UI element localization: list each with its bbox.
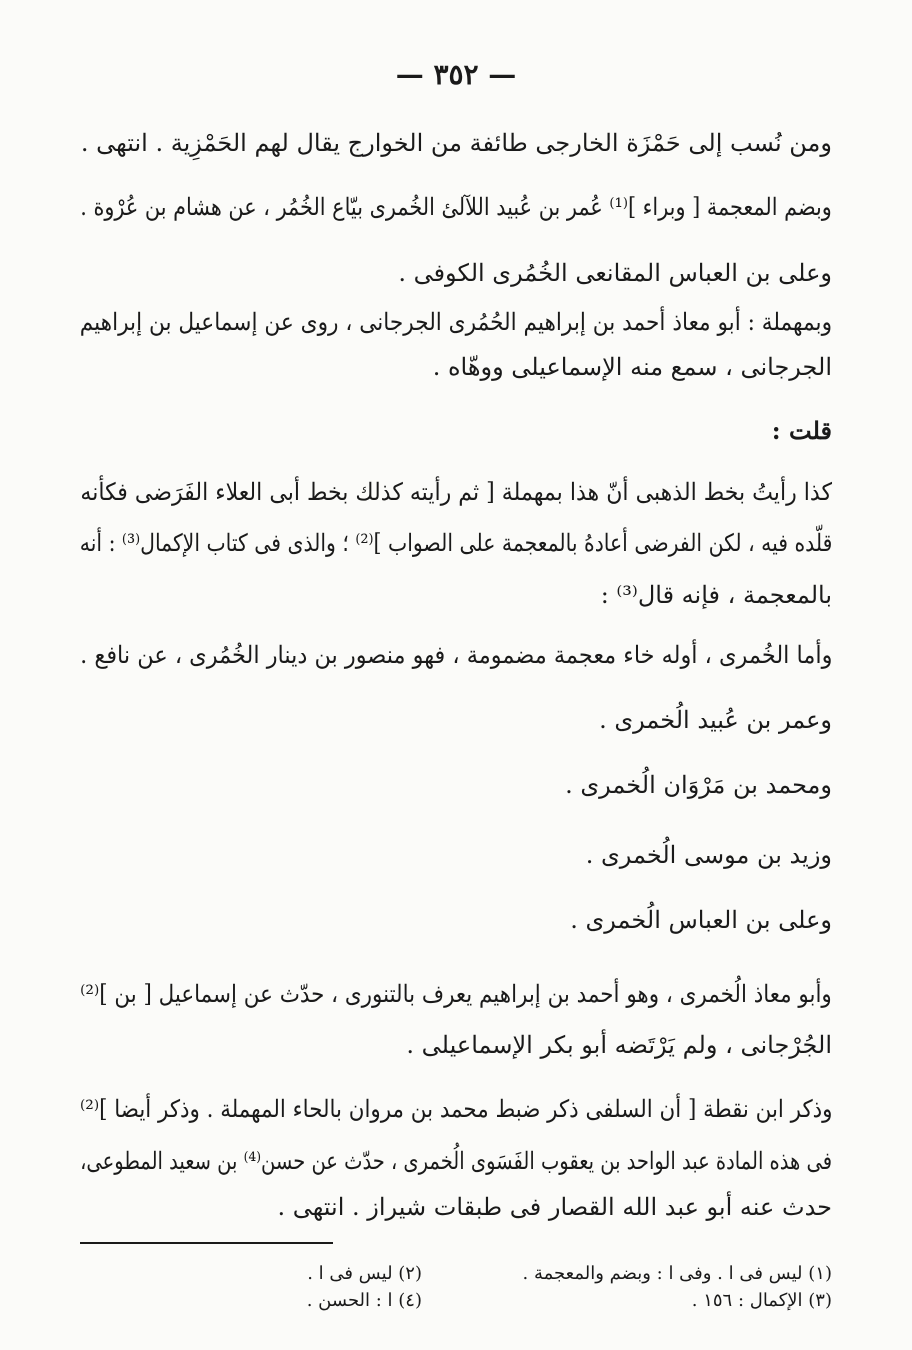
text-line: وأبو معاذ الُخمرى ، وهو أحمد بن إبراهيم يعرف بالتنورى ، حدّث عن إسماعيل [ بن ]⁽²⁾ — [80, 980, 833, 1008]
text-line: وبضم المعجمة [ وبراء ]⁽¹⁾ عُمر بن عُبيد اللآلئ الخُمرى بيّاع الخُمُر ، عن هشام بن عُرْوة . — [80, 193, 832, 221]
text-line: بالمعجمة ، فإنه قال⁽³⁾ : — [600, 581, 832, 609]
section-heading: قلت : — [771, 416, 832, 445]
text-line: كذا رأيتُ بخط الذهبى أنّ هذا بمهملة [ ثم رأيته كذلك بخط أبى العلاء الفَرَضى فكأنه — [80, 478, 832, 506]
text-line: وعلى بن العباس المقانعى الخُمُرى الكوفى . — [398, 259, 832, 287]
footnote-1: (١) ليس فى ا . وفى ا : وبضم والمعجمة . — [522, 1263, 832, 1284]
quoted-line: وعمر بن عُبيد الُخمرى . — [599, 706, 832, 734]
text-line: حدث عنه أبو عبد الله القصار فى طبقات شيراز . انتهى . — [277, 1193, 832, 1221]
text-line: وبمهملة : أبو معاذ أحمد بن إبراهيم الحُمُرى الجرجانى ، روى عن إسماعيل بن إبراهيم — [79, 308, 832, 336]
quoted-line: وعلى بن العباس الُخمرى . — [570, 906, 832, 934]
page-number: — ٣٥٢ — — [395, 58, 517, 91]
footnote-divider — [80, 1242, 333, 1244]
text-line: الجرجانى ، سمع منه الإسماعيلى ووهّاه . — [432, 353, 832, 381]
footnote-2: (٢) ليس فى ا . — [307, 1263, 422, 1284]
text-line: فى هذه المادة عبد الواحد بن يعقوب الفَسَوى الُخمرى ، حدّث عن حسن⁽⁴⁾ بن سعيد المطوعى، — [80, 1147, 832, 1175]
text-line: قلّده فيه ، لكن الفرضى أعادهُ بالمعجمة على الصواب ]⁽²⁾ ؛ والذى فى كتاب الإكمال⁽³⁾ : أنه — [79, 529, 832, 557]
quoted-line: وأما الخُمرى ، أوله خاء معجمة مضمومة ، فهو منصور بن دينار الخُمُرى ، عن نافع . — [79, 641, 832, 669]
quoted-line: وزيد بن موسى الُخمرى . — [585, 841, 832, 869]
quoted-line: ومحمد بن مَرْوَان الُخمرى . — [565, 771, 832, 799]
footnote-3: (٣) الإكمال : ١٥٦ . — [691, 1290, 832, 1311]
text-line: وذكر ابن نقطة [ أن السلفى ذكر ضبط محمد بن مروان بالحاء المهملة . وذكر أيضا ]⁽²⁾ — [79, 1095, 833, 1123]
footnote-4: (٤) ا : الحسن . — [306, 1290, 422, 1311]
text-line: ومن نُسب إلى حَمْزَة الخارجى طائفة من الخوارج يقال لهم الحَمْزِية . انتهى . — [80, 129, 832, 157]
text-line: الجُرْجانى ، ولم يَرْتَضه أبو بكر الإسماعيلى . — [406, 1031, 832, 1059]
